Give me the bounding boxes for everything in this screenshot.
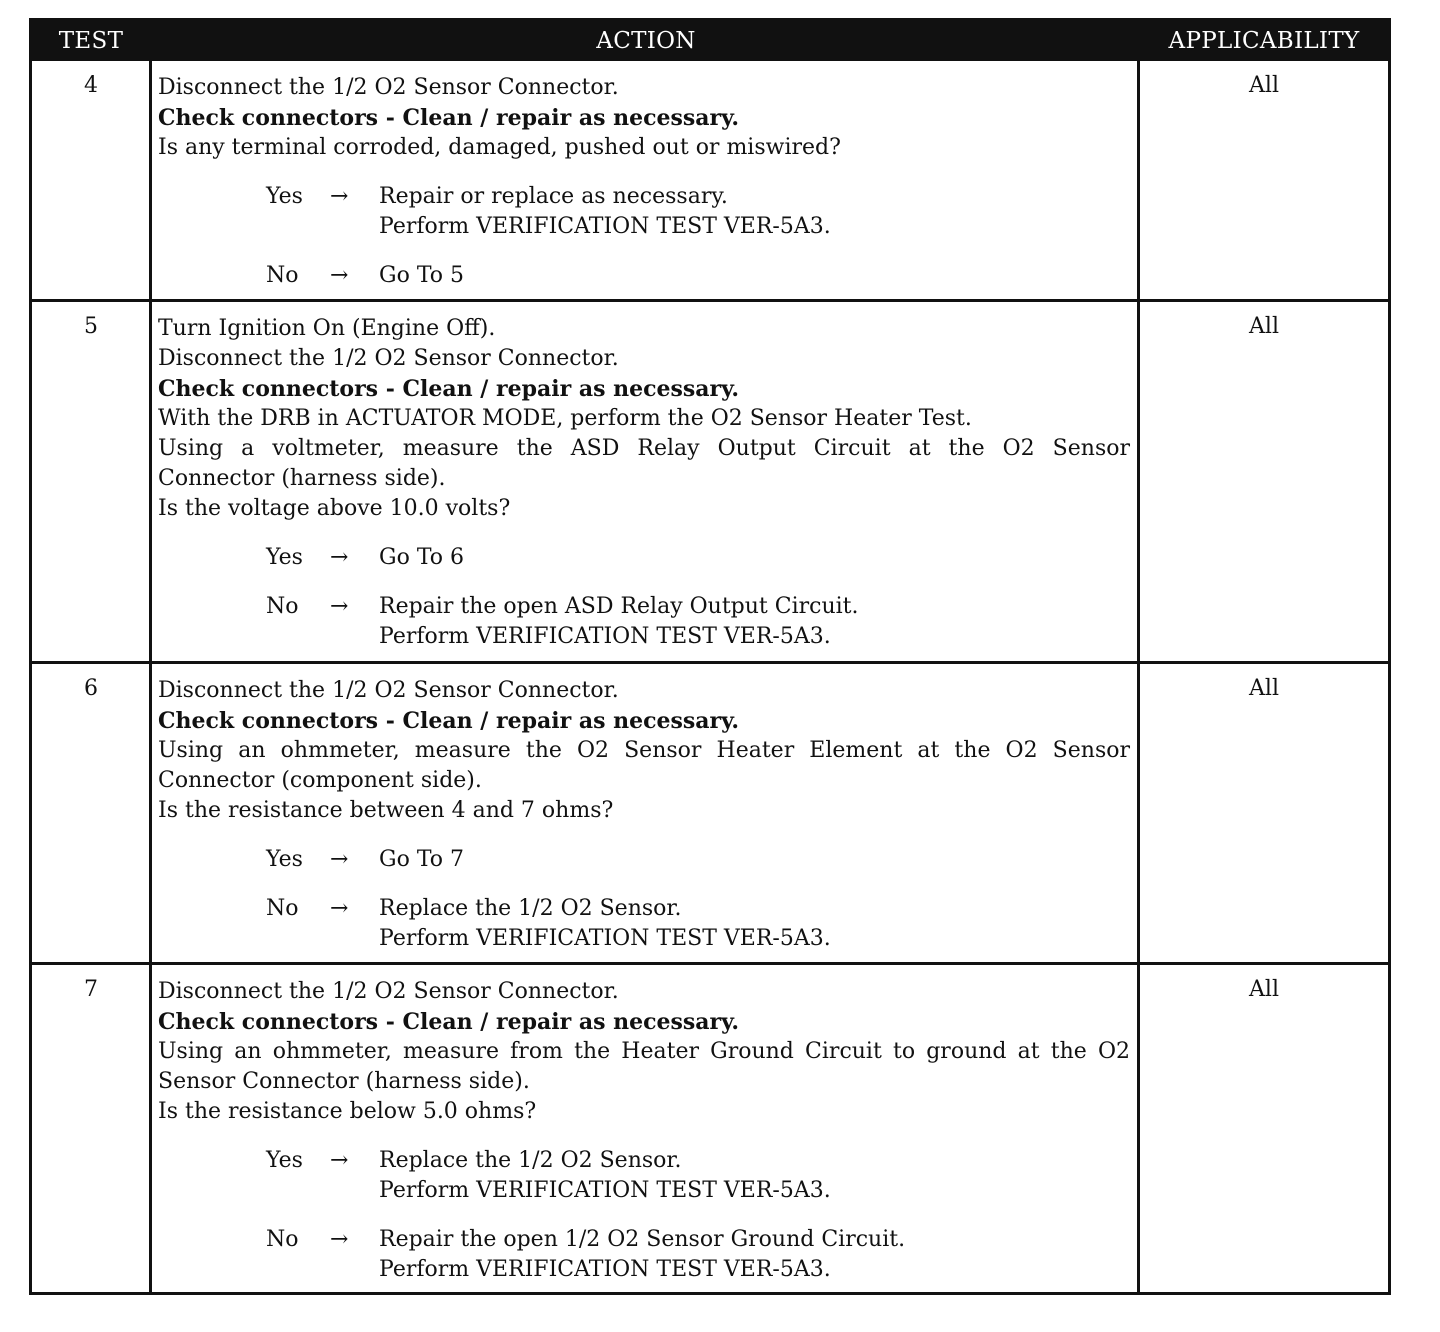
yes-label: Yes	[266, 184, 303, 209]
test-number: 5	[84, 314, 98, 339]
no-branch	[158, 261, 1130, 291]
arrow-icon: →	[330, 545, 349, 570]
action-line: Using an ohmmeter, measure the O2 Sensor Heater Element at the O2 Sensor	[158, 738, 1130, 763]
action-line: Is the voltage above 10.0 volts?	[158, 496, 511, 521]
yes-branch	[158, 543, 1130, 573]
no-label: No	[266, 594, 299, 619]
action-line: Connector (harness side).	[158, 466, 446, 491]
action-line: Is the resistance below 5.0 ohms?	[158, 1099, 537, 1124]
arrow-icon: →	[330, 847, 349, 872]
action-line: Is any terminal corroded, damaged, pushed out or miswired?	[158, 135, 841, 160]
no-result: Go To 5	[379, 263, 465, 288]
table-header	[32, 21, 1388, 61]
no-result-2: Perform VERIFICATION TEST VER-5A3.	[379, 926, 831, 951]
yes-result-2: Perform VERIFICATION TEST VER-5A3.	[379, 1178, 831, 1203]
arrow-icon: →	[330, 1227, 349, 1252]
action-line: Connector (component side).	[158, 768, 482, 793]
yes-result: Repair or replace as necessary.	[379, 184, 728, 209]
action-line: Check connectors - Clean / repair as necessary.	[158, 105, 740, 131]
arrow-icon: →	[330, 896, 349, 921]
arrow-icon: →	[330, 594, 349, 619]
yes-result: Replace the 1/2 O2 Sensor.	[379, 1148, 682, 1173]
action-line: Disconnect the 1/2 O2 Sensor Connector.	[158, 346, 619, 371]
test-number: 4	[84, 73, 98, 98]
applicability-value: All	[1249, 73, 1279, 98]
yes-branch	[158, 845, 1130, 875]
action-line: Check connectors - Clean / repair as necessary.	[158, 1009, 740, 1035]
action-line: Check connectors - Clean / repair as necessary.	[158, 376, 740, 402]
action-line: Check connectors - Clean / repair as necessary.	[158, 708, 740, 734]
arrow-icon: →	[330, 1148, 349, 1173]
action-cell	[158, 73, 1130, 291]
action-line: Turn Ignition On (Engine Off).	[158, 316, 496, 341]
arrow-icon: →	[330, 263, 349, 288]
table-row	[32, 302, 1388, 661]
applicability-value: All	[1249, 314, 1279, 339]
yes-label: Yes	[266, 545, 303, 570]
no-result: Replace the 1/2 O2 Sensor.	[379, 896, 682, 921]
yes-branch	[158, 1146, 1130, 1206]
no-result: Repair the open 1/2 O2 Sensor Ground Circuit.	[379, 1227, 906, 1252]
no-branch	[158, 894, 1130, 954]
action-line: Using an ohmmeter, measure from the Heater Ground Circuit to ground at the O2	[158, 1039, 1130, 1064]
action-cell	[158, 977, 1130, 1285]
arrow-icon: →	[330, 184, 349, 209]
yes-label: Yes	[266, 1148, 303, 1173]
no-result-2: Perform VERIFICATION TEST VER-5A3.	[379, 1257, 831, 1282]
test-number: 7	[84, 977, 98, 1002]
no-result-2: Perform VERIFICATION TEST VER-5A3.	[379, 624, 831, 649]
action-line: Using a voltmeter, measure the ASD Relay Output Circuit at the O2 Sensor	[158, 436, 1130, 461]
action-line: Disconnect the 1/2 O2 Sensor Connector.	[158, 75, 619, 100]
no-branch	[158, 592, 1130, 652]
action-line: With the DRB in ACTUATOR MODE, perform the O2 Sensor Heater Test.	[158, 406, 972, 431]
no-label: No	[266, 263, 299, 288]
yes-result: Go To 7	[379, 847, 465, 872]
table-row	[32, 965, 1388, 1292]
yes-branch	[158, 182, 1130, 242]
action-cell	[158, 314, 1130, 652]
header-action: ACTION	[596, 28, 696, 54]
header-test: TEST	[58, 28, 124, 54]
table-row	[32, 61, 1388, 299]
no-branch	[158, 1225, 1130, 1285]
diagnostic-table	[29, 18, 1391, 1295]
yes-result-2: Perform VERIFICATION TEST VER-5A3.	[379, 214, 831, 239]
test-number: 6	[84, 676, 98, 701]
yes-result: Go To 6	[379, 545, 465, 570]
action-line: Disconnect the 1/2 O2 Sensor Connector.	[158, 678, 619, 703]
action-line: Is the resistance between 4 and 7 ohms?	[158, 798, 614, 823]
no-label: No	[266, 896, 299, 921]
no-result: Repair the open ASD Relay Output Circuit.	[379, 594, 859, 619]
action-line: Sensor Connector (harness side).	[158, 1069, 530, 1094]
applicability-value: All	[1249, 676, 1279, 701]
no-label: No	[266, 1227, 299, 1252]
header-applicability: APPLICABILITY	[1168, 28, 1360, 54]
table-row	[32, 664, 1388, 962]
action-line: Disconnect the 1/2 O2 Sensor Connector.	[158, 979, 619, 1004]
action-cell	[158, 676, 1130, 954]
yes-label: Yes	[266, 847, 303, 872]
applicability-value: All	[1249, 977, 1279, 1002]
